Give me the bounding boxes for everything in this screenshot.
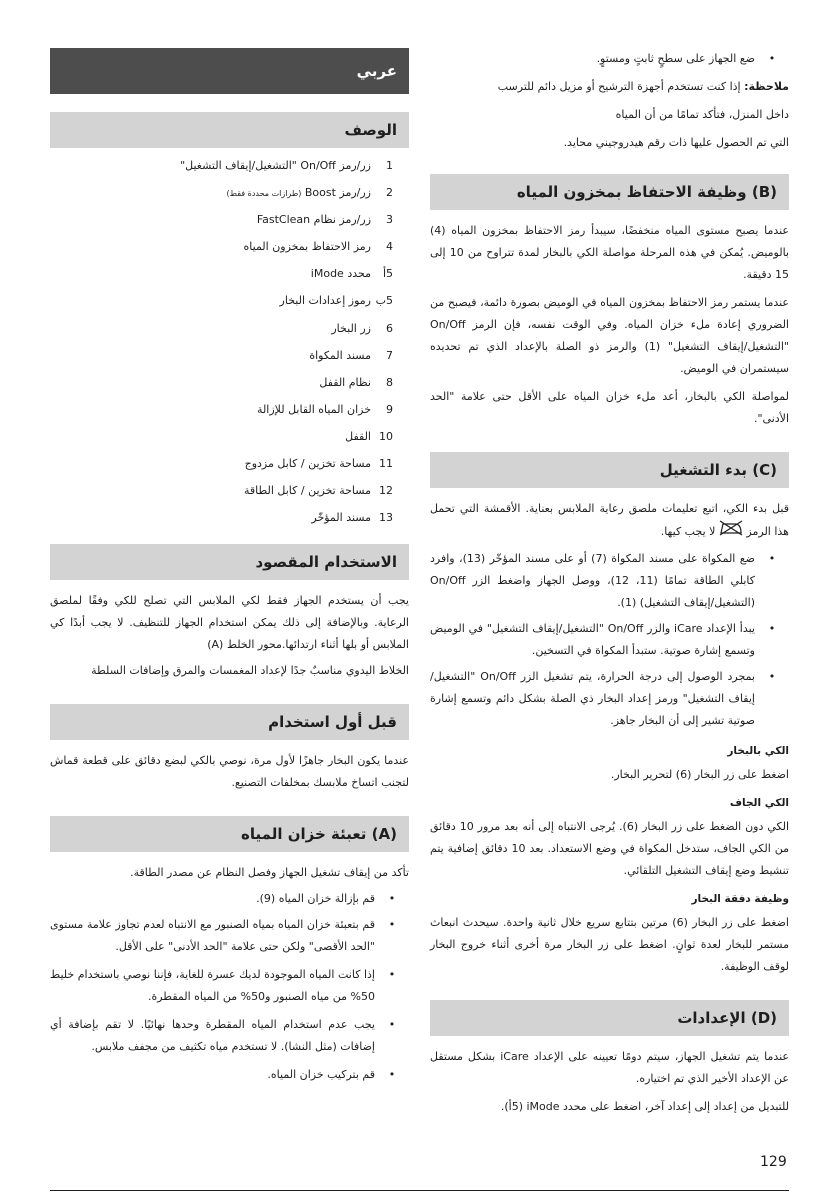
paragraph: داخل المنزل، فتأكد تمامًا من أن المياه — [615, 108, 789, 121]
paragraph: اضغط على زر البخار (6) لتحرير البخار. — [610, 768, 789, 781]
section-header-before-first-use — [50, 704, 409, 740]
language-header — [50, 48, 409, 94]
left-column — [430, 48, 789, 1118]
list-item: 5أ محدد iMode — [310, 267, 393, 281]
list-item: 12 مساحة تخزين / كابل الطاقة — [243, 484, 393, 498]
paragraph: عندما يكون البخار جاهزًا لأول مرة، نوصي بالكي لبضع دقائق على قطعة قماش لتجنب اتساخ ملابسك بمخلفات التصنيع. — [50, 754, 409, 790]
paragraph: يجب أن يستخدم الجهاز فقط لكي الملابس التي تصلح للكي وفقًا لملصق الرعاية. وبالإضافة إلى ذلك يمكن استخدام الجهاز للتنظيف. لا يجب أبدًا كي الملابس أو بلها أثناء ارتدائها.محور الخلط (A) — [50, 594, 409, 652]
paragraph: تأكد من إيقاف تشغيل الجهاز وفصل النظام عن مصدر الطاقة. — [130, 866, 409, 880]
bullet-item: • يبدأ الإعداد iCare والزر On/Off "التشغيل/إيقاف التشغيل" في الوميض وتسمع إشارة صوتية. ستبدأ المكواة في التسخين. — [430, 622, 776, 657]
paragraph: للتبديل من إعداد إلى إعداد آخر، اضغط على محدد iMode (5أ). — [500, 1100, 789, 1113]
section-header-fill-tank — [50, 816, 409, 852]
list-item: 11 مساحة تخزين / كابل مزدوج — [244, 457, 393, 471]
note-label: ملاحظة: — [744, 80, 789, 93]
list-item: 7 مسند المكواة — [309, 348, 393, 362]
section-title: الاستخدام المقصود — [255, 553, 397, 572]
language-label: عربي — [356, 62, 397, 80]
section-header-start — [430, 452, 789, 488]
paragraph: قبل بدء الكي، اتبع تعليمات ملصق رعاية الملابس بعناية. الأقمشة التي تحمل هذا الرمز لا يجب كيها. — [430, 498, 789, 544]
paragraph: عندما يستمر رمز الاحتفاظ بمخزون المياه في الوميض بصورة دائمة، فيصبح من الضروري إعادة ملء خزان المياه. وفي الوقت نفسه، فإن الرمز On/Off "التشغيل/إيقاف التشغيل" (1) والرمز ذو الصلة بالإعداد الذي تم تحديده سيستمران في الوميض. — [430, 296, 789, 375]
section-title: (C) بدء التشغيل — [659, 461, 777, 479]
description-list — [50, 156, 409, 535]
section-header-settings — [430, 1000, 789, 1036]
no-iron-icon — [719, 520, 743, 544]
paragraph: الخلاط اليدوي مناسبٌ جدًا لإعداد المغمسات والمرق وإضافات السلطة — [91, 664, 409, 678]
subheading: الكي الجاف — [729, 797, 789, 809]
list-item: 6 زر البخار — [331, 321, 393, 335]
list-item: 2 زر/رمز Boost (طرازات محددة فقط) — [226, 186, 393, 200]
section-title: (B) وظيفة الاحتفاظ بمخزون المياه — [516, 183, 777, 201]
bullet-item: • يجب عدم استخدام المياه المقطرة وحدها نهائيًا. لا تقم بإضافة أي إضافات (مثل النشا). لا تستخدم مياه تكثيف من مجفف ملابس. — [50, 1018, 396, 1054]
section-header-water-reserve — [430, 174, 789, 210]
section-title: (A) تعبئة خزان المياه — [241, 825, 397, 844]
footer-divider — [50, 1190, 789, 1191]
list-item: 4 رمز الاحتفاظ بمخزون المياه — [243, 240, 393, 254]
note-paragraph: ملاحظة: إذا كنت تستخدم أجهزة الترشيح أو مزيل دائم للترسب — [497, 80, 789, 93]
section-header-intended-use — [50, 544, 409, 580]
paragraph: الكي دون الضغط على زر البخار (6). يُرجى الانتباه إلى أنه بعد مرور 10 دقائق من الكي الجاف، ستدخل المكواة في وضع الاستعداد. بعد 10 دقائق إضافية يتم تنشيط وضع إيقاف التشغيل التلقائي. — [430, 820, 789, 877]
subheading: الكي بالبخار — [727, 745, 789, 757]
paragraph: التي تم الحصول عليها ذات رقم هيدروجيني محايد. — [563, 136, 789, 149]
paragraph: اضغط على زر البخار (6) مرتين بتتابع سريع خلال ثانية واحدة. سيحدث انبعاث مستمر للبخار لعدة ثوانٍ. اضغط على زر البخار مرة أخرى أثناء خروج البخار لوقف الوظيفة. — [430, 916, 789, 973]
bullet-item: • ضع الجهاز على سطحٍ ثابتٍ ومستوٍ. — [596, 52, 776, 65]
bullet-item: • قم بإزالة خزان المياه (9). — [256, 892, 396, 906]
bullet-item: • ضع المكواة على مسند المكواة (7) أو على مسند المؤخّر (13)، وافرد كابلي الطاقة تمامًا (11، 12)، ووصل الجهاز واضغط الزر On/Off (التشغيل/إيقاف التشغيل) (1). — [430, 552, 776, 609]
item-note: (طرازات محددة فقط) — [226, 189, 302, 199]
bullet-item: • بمجرد الوصول إلى درجة الحرارة، يتم تشغيل الزر On/Off "التشغيل/إيقاف التشغيل" ورمز إعداد البخار ذي الصلة بشكل دائم وتسمع إشارة صوتية تشير إلى أن البخار جاهز. — [430, 670, 776, 727]
list-item: 5ب رموز إعدادات البخار — [279, 294, 393, 308]
section-title: قبل أول استخدام — [268, 713, 397, 732]
page-number: 129 — [760, 1154, 787, 1170]
section-title: (D) الإعدادات — [677, 1009, 777, 1027]
bullet-item: • قم بتركيب خزان المياه. — [267, 1068, 396, 1082]
list-item: 3 زر/رمز نظام FastClean — [256, 213, 393, 227]
paragraph: عندما يتم تشغيل الجهاز، سيتم دومًا تعيينه على الإعداد iCare بشكل مستقل عن الإعداد الأخير الذي تم اختياره. — [430, 1050, 789, 1085]
subheading: وظيفة دفقة البخار — [691, 893, 789, 905]
list-item: 8 نظام القفل — [319, 375, 393, 389]
right-column — [50, 48, 409, 1086]
section-header-description — [50, 112, 409, 148]
bullet-item: • قم بتعبئة خزان المياه بمياه الصنبور مع الانتباه لعدم تجاوز علامة مستوى "الحد الأقصى" ولكن حتى علامة "الحد الأدنى" على الأقل. — [50, 918, 396, 954]
list-item: 9 خزان المياه القابل للإزالة — [257, 402, 393, 416]
bullet-item: • إذا كانت المياه الموجودة لديك عسرة للغاية، فإننا نوصي باستخدام خليط 50% من مياه الصنبور و50% من المياه المقطرة. — [50, 968, 396, 1004]
section-title: الوصف — [344, 121, 397, 139]
paragraph: لمواصلة الكي بالبخار، أعد ملء خزان المياه على الأقل حتى علامة "الحد الأدنى". — [430, 390, 789, 425]
list-item: 10 القفل — [345, 429, 393, 443]
list-item: 13 مسند المؤخّر — [311, 511, 393, 525]
paragraph: عندما يصبح مستوى المياه منخفضًا، سيبدأ رمز الاحتفاظ بمخزون المياه (4) بالوميض. يُمكن في هذه المرحلة مواصلة الكي بالبخار لمدة تتراوح من 10 إلى 15 دقيقة. — [430, 224, 789, 281]
list-item: 1 زر/رمز On/Off "التشغيل/إيقاف التشغيل" — [180, 159, 393, 172]
